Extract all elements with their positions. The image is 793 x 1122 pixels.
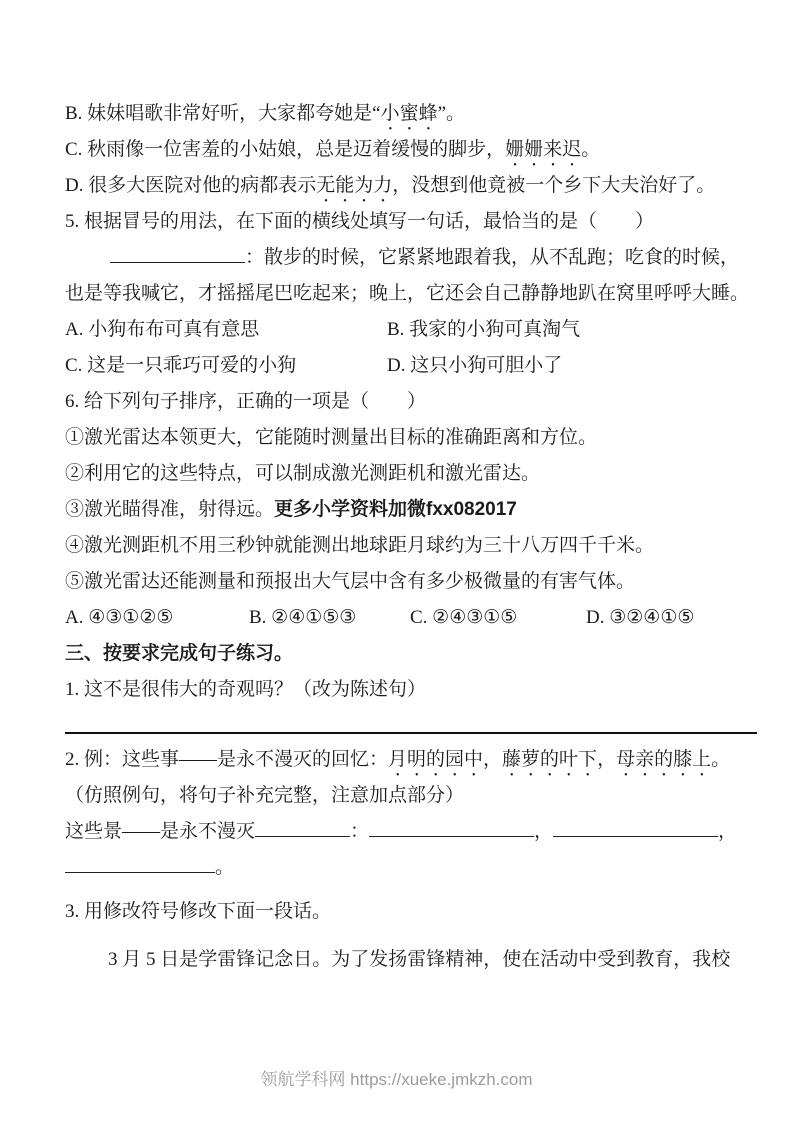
q5-fill-line1 bbox=[65, 240, 773, 276]
q4-option-b-emphasized: 小蜜蜂 bbox=[380, 103, 438, 124]
q6-sentence-2 bbox=[65, 456, 773, 492]
q2-example-emphasized-1: 月明的园中 bbox=[388, 749, 484, 770]
fill-blank bbox=[553, 834, 718, 837]
q5-option-b: B. 我家的小狗可真淘气 bbox=[387, 319, 581, 340]
q4-option-c-pre: C. 秋雨像一位害羞的小姑娘，总是迈着缓慢的脚步， bbox=[65, 139, 506, 160]
q4-option-d bbox=[65, 168, 773, 204]
q2-example-pre: 2. 例：这些事——是永不漫灭的回忆： bbox=[65, 749, 389, 770]
watermark-text: 更多小学资料加微fxx082017 bbox=[274, 499, 517, 520]
q4-option-d-pre: D. 很多大医院对他的病都表示 bbox=[65, 175, 317, 196]
q2-fill-comma-2: ， bbox=[718, 821, 738, 842]
q2-example-end: 。 bbox=[711, 749, 731, 770]
section3-q2-fill-line2 bbox=[65, 850, 773, 886]
q6-sentence-3 bbox=[65, 492, 773, 528]
section3-q2-fill-line1 bbox=[65, 814, 773, 850]
q2-note-text: （仿照例句，将句子补充完整，注意加点部分） bbox=[65, 785, 465, 806]
q5-fill-text: ：散步的时候，它紧紧地跟着我，从不乱跑；吃食的时候， bbox=[245, 247, 740, 268]
q6-sentence-1 bbox=[65, 420, 773, 456]
section3-heading-text: 三、按要求完成句子练习。 bbox=[65, 643, 294, 664]
q6-sentence-4-text: ④激光测距机不用三秒钟就能测出地球距月球约为三十八万四千千米。 bbox=[65, 535, 655, 556]
section3-q2-example bbox=[65, 742, 773, 778]
q6-sentence-1-text: ①激光雷达本领更大，它能随时测量出目标的准确距离和方位。 bbox=[65, 427, 598, 448]
fill-blank bbox=[255, 834, 350, 837]
q6-answer-c: C. ②④③①⑤ bbox=[410, 607, 518, 628]
q5-fill-line2-text: 也是等我喊它，才摇摇尾巴吃起来；晚上，它还会自己静静地趴在窝里呼呼大睡。 bbox=[65, 283, 750, 304]
q4-option-b-post: ”。 bbox=[437, 103, 466, 124]
q2-fill-pre: 这些景——是永不漫灭 bbox=[65, 821, 256, 842]
q2-fill-colon: ： bbox=[350, 821, 370, 842]
q5-option-c: C. 这是一只乖巧可爱的小狗 bbox=[65, 355, 297, 376]
section3-q3-paragraph bbox=[65, 942, 773, 978]
q5-stem-text: 5. 根据冒号的用法，在下面的横线处填写一句话，最恰当的是（ ） bbox=[65, 211, 655, 232]
fill-blank bbox=[65, 870, 215, 873]
footer-watermark bbox=[0, 1065, 793, 1090]
q6-sentence-3-text: ③激光瞄得准，射得远。 bbox=[65, 499, 275, 520]
q5-options-row2 bbox=[65, 348, 773, 384]
q6-answers-row bbox=[65, 600, 773, 636]
q4-option-c bbox=[65, 132, 773, 168]
q2-example-emphasized-2: 藤萝的叶下 bbox=[502, 749, 598, 770]
q4-option-d-post: ，没想到他竟被一个乡下大夫治好了。 bbox=[392, 175, 716, 196]
section3-q3 bbox=[65, 894, 773, 930]
q5-fill-line2 bbox=[65, 276, 773, 312]
q6-stem bbox=[65, 384, 773, 420]
q2-example-sep-1: ， bbox=[483, 749, 503, 770]
q4-option-b bbox=[65, 96, 773, 132]
q2-fill-comma-1: ， bbox=[534, 821, 554, 842]
q4-option-d-emphasized: 无能为力 bbox=[316, 175, 393, 196]
q3-paragraph-text: 3 月 5 日是学雷锋记念日。为了发扬雷锋精神，使在活动中受到教育，我校 bbox=[108, 949, 731, 970]
fill-blank bbox=[369, 834, 534, 837]
q6-answer-b: B. ②④①⑤③ bbox=[249, 607, 357, 628]
section3-q2-note bbox=[65, 778, 773, 814]
q4-option-b-pre: B. 妹妹唱歌非常好听，大家都夸她是“ bbox=[65, 103, 381, 124]
q2-example-sep-2: ， bbox=[597, 749, 617, 770]
fill-blank bbox=[110, 260, 245, 263]
q4-option-c-emphasized: 姗姗来迟 bbox=[505, 139, 582, 160]
q6-stem-text: 6. 给下列句子排序，正确的一项是（ ） bbox=[65, 391, 427, 412]
q6-sentence-4 bbox=[65, 528, 773, 564]
section3-q3-text: 3. 用修改符号修改下面一段话。 bbox=[65, 901, 332, 922]
q5-stem bbox=[65, 204, 773, 240]
section3-heading bbox=[65, 636, 773, 672]
q5-option-a: A. 小狗布布可真有意思 bbox=[65, 319, 260, 340]
q6-answer-d: D. ③②④①⑤ bbox=[586, 607, 695, 628]
q6-answer-a: A. ④③①②⑤ bbox=[65, 607, 174, 628]
q2-example-emphasized-3: 母亲的膝上 bbox=[616, 749, 712, 770]
answer-line bbox=[65, 732, 757, 734]
section3-q1-text: 1. 这不是很伟大的奇观吗？（改为陈述句） bbox=[65, 679, 427, 700]
q5-options-row1 bbox=[65, 312, 773, 348]
q6-sentence-5 bbox=[65, 564, 773, 600]
q4-option-c-post: 。 bbox=[581, 139, 601, 160]
q6-sentence-2-text: ②利用它的这些特点，可以制成激光测距机和激光雷达。 bbox=[65, 463, 541, 484]
q5-option-d: D. 这只小狗可胆小了 bbox=[387, 355, 563, 376]
footer-watermark-text: 领航学科网 https://xueke.jmkzh.com bbox=[260, 1070, 533, 1089]
q2-fill-period: 。 bbox=[215, 857, 235, 878]
section3-q1 bbox=[65, 672, 773, 708]
q6-sentence-5-text: ⑤激光雷达还能测量和预报出大气层中含有多少极微量的有害气体。 bbox=[65, 571, 636, 592]
